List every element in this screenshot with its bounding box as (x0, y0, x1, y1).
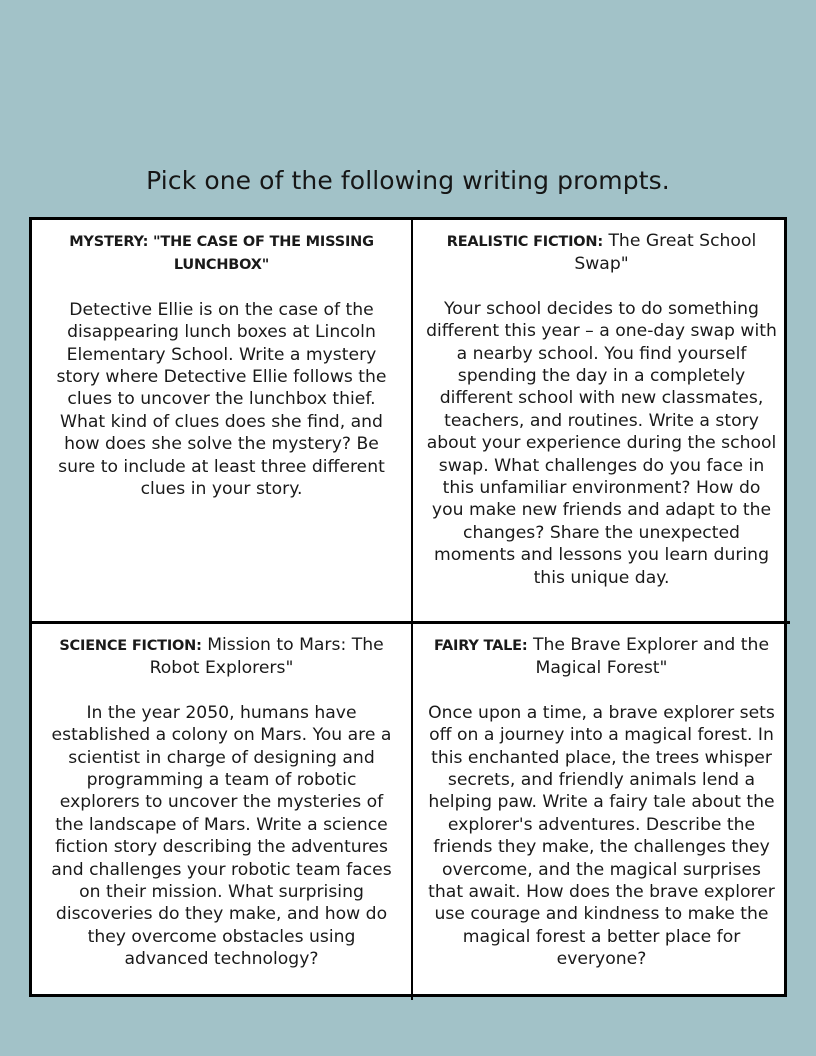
prompt-heading (44, 634, 399, 680)
prompt-subtitle: Mission to Mars: The Robot Explorers" (149, 635, 384, 679)
prompt-body: Your school decides to do something different this year – a one-day swap with a nearby school. You find yourself spending the day in a completely different school with new classmates, teachers, and routines. Write a story about your experience during the school swap. What challenges do you face in this unfamiliar environment? How do you make new friends and adapt to the changes? Share the unexpected moments and lessons you learn during this unique day. (426, 298, 777, 588)
prompt-heading (425, 230, 778, 276)
prompt-heading (44, 230, 399, 277)
page-title: Pick one of the following writing prompts. (146, 166, 670, 195)
prompt-cell-science-fiction (32, 621, 411, 1000)
genre-label: MYSTERY: "THE CASE OF THE MISSING LUNCHBOX" (69, 234, 374, 274)
prompt-heading (425, 634, 778, 680)
prompt-body: Once upon a time, a brave explorer sets off on a journey into a magical forest. In this enchanted place, the trees whisper secrets, and friendly animals lend a helping paw. Write a fairy tale about the explorer's adventures. Describe the friends they make, the challenges they overcome, and the magical surprises that await. How does the brave explorer use courage and kindness to make the magical forest a better place for everyone? (428, 702, 775, 970)
prompt-subtitle: The Brave Explorer and the Magical Forest" (532, 635, 770, 679)
prompt-cell-fairy-tale (411, 621, 790, 1000)
genre-label: SCIENCE FICTION: (59, 638, 202, 654)
prompt-body: Detective Ellie is on the case of the disappearing lunch boxes at Lincoln Elementary School. Write a mystery story where Detective Ellie follows the clues to uncover the lunchbox thief. What kind of clues does she find, and how does she solve the mystery? Be sure to include at least three different clues in your story. (56, 299, 387, 500)
prompt-cell-realistic-fiction (411, 220, 790, 621)
genre-label: FAIRY TALE: (433, 638, 528, 654)
prompt-subtitle: The Great School Swap" (574, 231, 757, 275)
prompt-cell-mystery (32, 220, 411, 621)
genre-label: REALISTIC FICTION: (446, 234, 603, 250)
prompts-table (29, 217, 787, 997)
prompt-body: In the year 2050, humans have established a colony on Mars. You are a scientist in charge of designing and programming a team of robotic explorers to uncover the mysteries of the landscape of Mars. Write a science fiction story describing the adventures and challenges your robotic team faces on their mission. What surprising discoveries do they make, and how do they overcome obstacles using advanced technology? (51, 702, 392, 970)
